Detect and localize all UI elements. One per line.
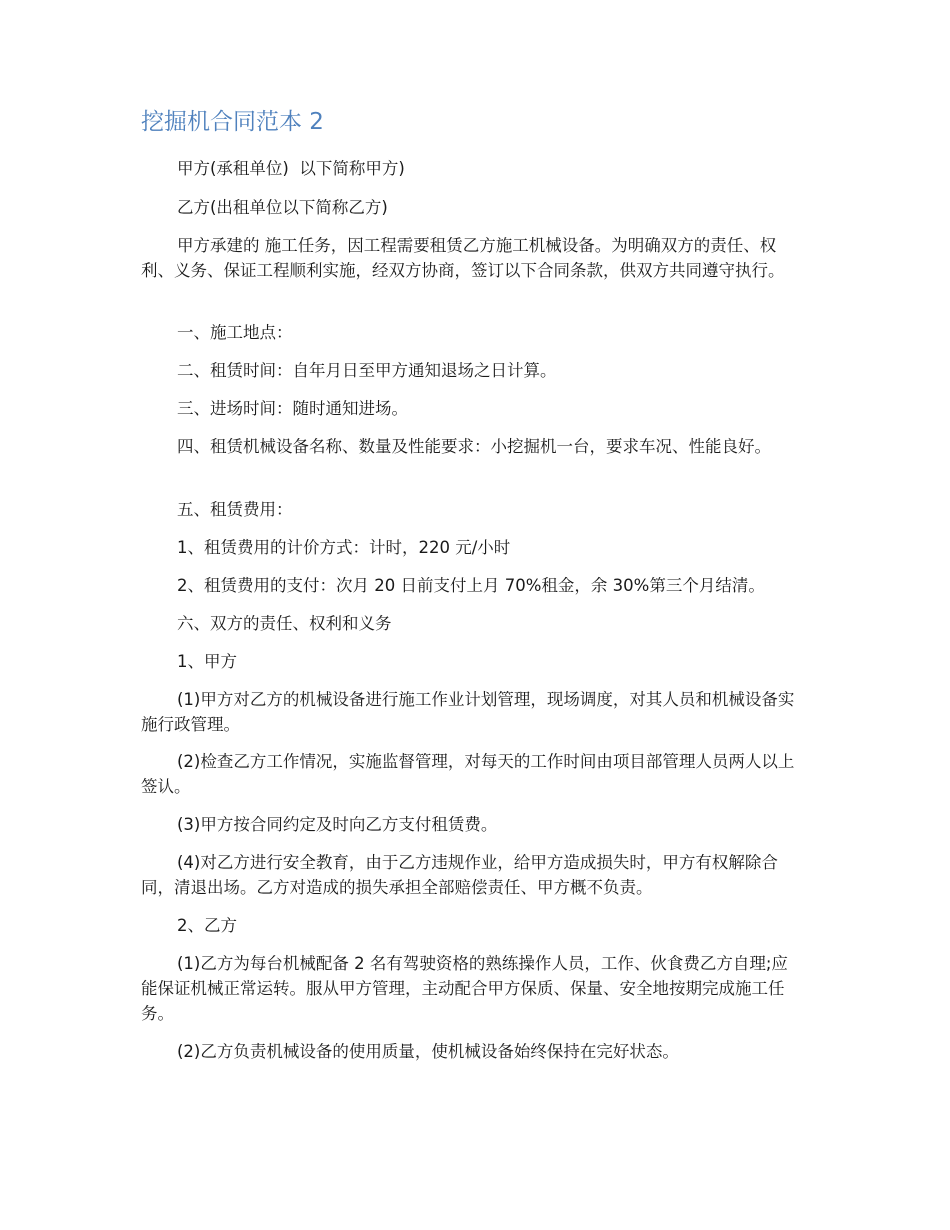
intro-paragraph: 甲方承建的 施工任务，因工程需要租赁乙方施工机械设备。为明确双方的责任、权利、义务、保证工程顺利实施，经双方协商，签订以下合同条款，供双方共同遵守执行。 bbox=[141, 236, 785, 280]
document-title: 挖掘机合同范本 2 bbox=[141, 109, 324, 135]
fee-payment-terms: 2、租赁费用的支付：次月 20 日前支付上月 70%租金，余 30%第三个月结清。 bbox=[177, 576, 765, 595]
party-b-item-1: (1)乙方为每台机械配备 2 名有驾驶资格的熟练操作人员，工作、伙食费乙方自理;应能保证机械正常运转。服从甲方管理，主动配合甲方保质、保量、安全地按期完成施工任务。 bbox=[141, 954, 788, 1023]
fee-pricing-method: 1、租赁费用的计价方式：计时，220 元/小时 bbox=[177, 538, 511, 557]
party-a-item-1: (1)甲方对乙方的机械设备进行施工作业计划管理，现场调度，对其人员和机械设备实施行政管理。 bbox=[141, 690, 795, 734]
party-b-line: 乙方(出租单位以下简称乙方) bbox=[177, 198, 388, 217]
clause-5-fees: 五、租赁费用： bbox=[177, 500, 293, 519]
party-a-item-4: (4)对乙方进行安全教育，由于乙方违规作业，给甲方造成损失时，甲方有权解除合同，清退出场。乙方对造成的损失承担全部赔偿责任、甲方概不负责。 bbox=[141, 853, 778, 897]
party-a-item-2: (2)检查乙方工作情况，实施监督管理，对每天的工作时间由项目部管理人员两人以上签认。 bbox=[141, 752, 795, 796]
party-a-item-3: (3)甲方按合同约定及时向乙方支付租赁费。 bbox=[177, 815, 498, 834]
clause-1-site: 一、施工地点： bbox=[177, 323, 293, 342]
clause-2-rental-period: 二、租赁时间：自年月日至甲方通知退场之日计算。 bbox=[177, 361, 557, 380]
party-a-line: 甲方(承租单位) 以下简称甲方) bbox=[177, 159, 405, 178]
clause-3-entry-time: 三、进场时间：随时通知进场。 bbox=[177, 399, 408, 418]
party-b-heading: 2、乙方 bbox=[177, 916, 237, 935]
party-a-heading: 1、甲方 bbox=[177, 652, 237, 671]
clause-4-equipment: 四、租赁机械设备名称、数量及性能要求：小挖掘机一台，要求车况、性能良好。 bbox=[177, 437, 771, 456]
party-b-item-2: (2)乙方负责机械设备的使用质量，使机械设备始终保持在完好状态。 bbox=[177, 1042, 679, 1061]
clause-6-responsibilities: 六、双方的责任、权利和义务 bbox=[177, 614, 392, 633]
